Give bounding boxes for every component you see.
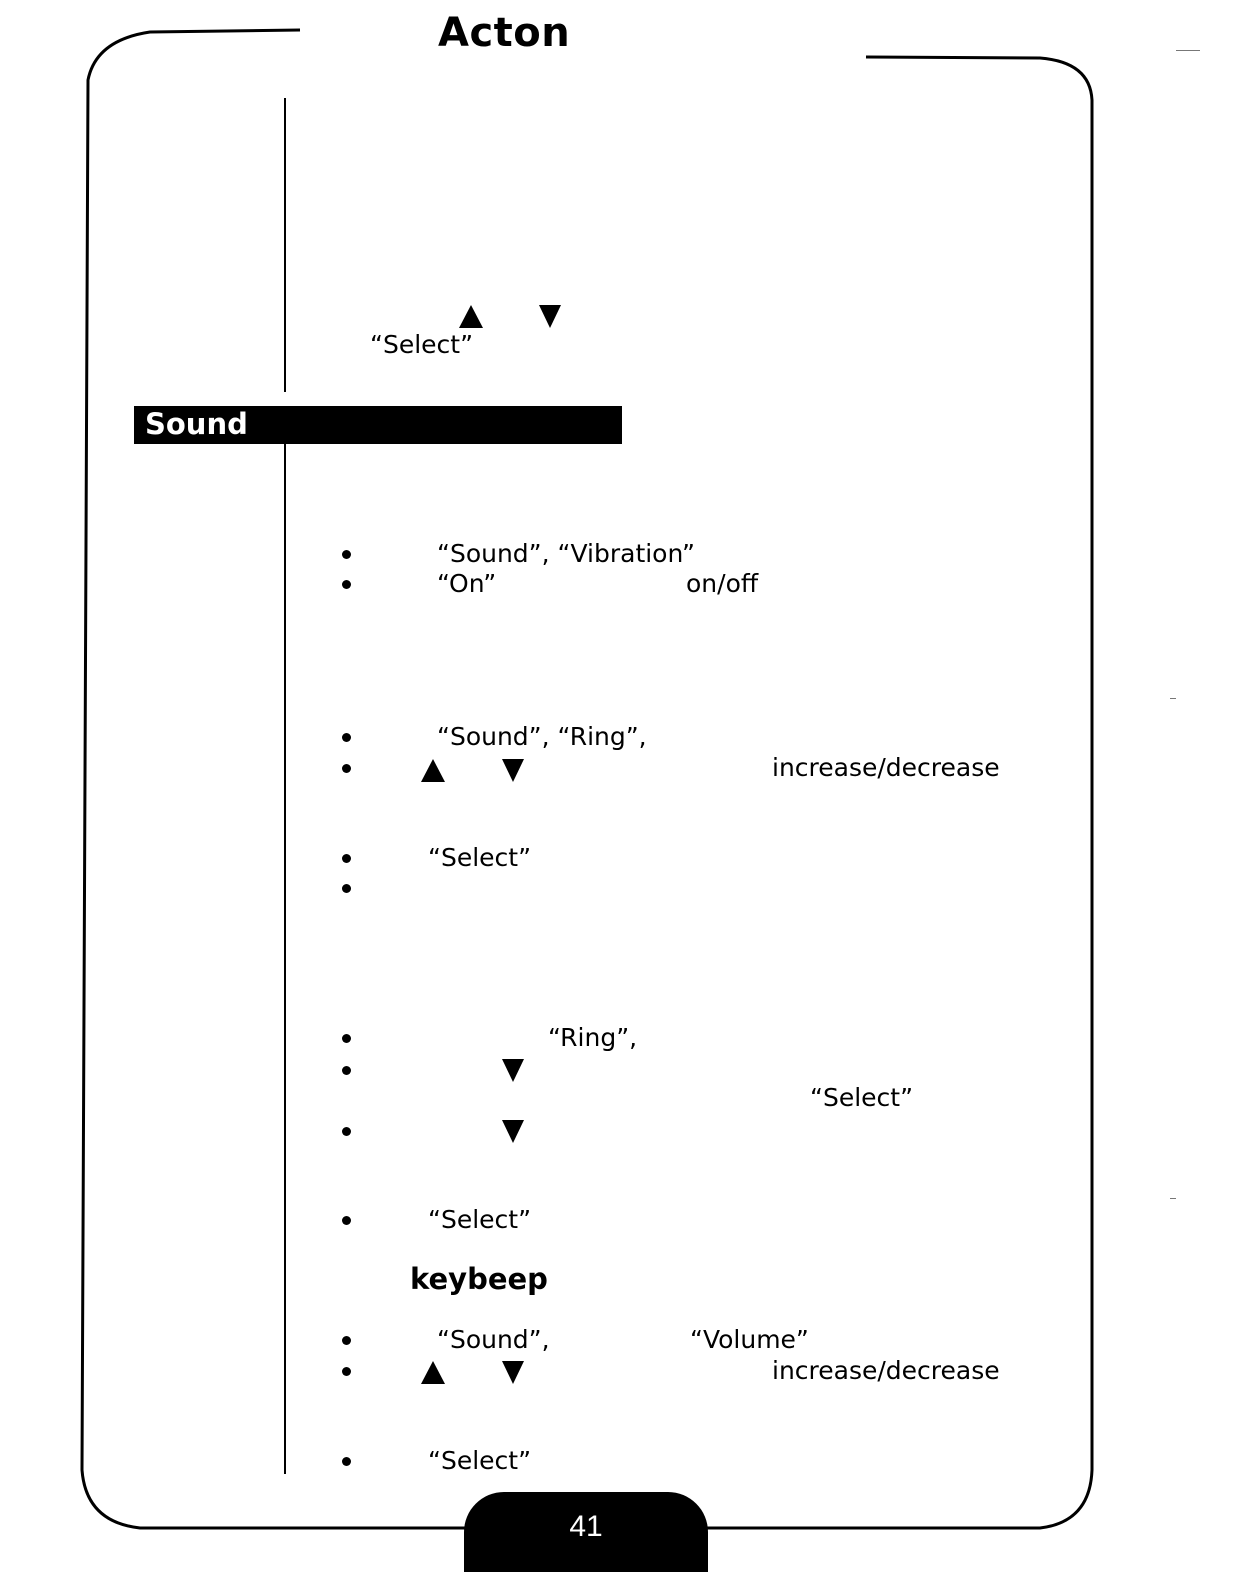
margin-mark — [1170, 1198, 1176, 1199]
down-arrow-icon — [539, 305, 561, 328]
list-item-text: “Sound”, “Vibration” — [437, 539, 695, 568]
list-item-text: “Ring”, — [548, 1023, 638, 1052]
list-item-text: “Select” — [810, 1083, 914, 1112]
bullet — [342, 733, 351, 742]
list-item-text: increase/decrease — [772, 753, 1000, 782]
bullet — [342, 1216, 351, 1225]
down-arrow-icon — [502, 1059, 524, 1082]
down-arrow-icon — [502, 759, 524, 782]
list-item-text: “Sound”, — [437, 1325, 550, 1354]
down-arrow-icon — [502, 1361, 524, 1384]
bullet — [342, 854, 351, 863]
list-item-text: “Select” — [428, 1205, 532, 1234]
bullet — [342, 1367, 351, 1376]
bullet — [342, 1127, 351, 1136]
margin-rule-top — [284, 98, 286, 392]
bullet — [342, 1457, 351, 1466]
up-arrow-icon — [459, 305, 483, 328]
list-item-text: “Select” — [428, 843, 532, 872]
bullet — [342, 884, 351, 893]
up-arrow-icon — [421, 759, 445, 782]
bullet — [342, 1336, 351, 1345]
bullet — [342, 764, 351, 773]
page-title: Acton — [438, 10, 571, 56]
margin-rule-bottom — [284, 444, 286, 1474]
list-item-text: on/off — [686, 569, 759, 598]
page-number: 41 — [569, 1510, 603, 1543]
subsection-heading: keybeep — [410, 1262, 548, 1296]
up-arrow-icon — [421, 1361, 445, 1384]
section-title: Sound — [145, 407, 248, 441]
list-item-text: increase/decrease — [772, 1356, 1000, 1385]
down-arrow-icon — [502, 1120, 524, 1143]
bullet — [342, 580, 351, 589]
bullet — [342, 1034, 351, 1043]
list-item-text: “Select” — [428, 1446, 532, 1475]
bullet — [342, 1066, 351, 1075]
list-item-text: “Sound”, “Ring”, — [437, 722, 647, 751]
margin-mark — [1170, 698, 1176, 699]
margin-mark — [1176, 50, 1200, 51]
list-item-text: “Volume” — [690, 1325, 809, 1354]
list-item-text: “On” — [437, 569, 497, 598]
bullet — [342, 550, 351, 559]
select-label: “Select” — [370, 330, 474, 359]
